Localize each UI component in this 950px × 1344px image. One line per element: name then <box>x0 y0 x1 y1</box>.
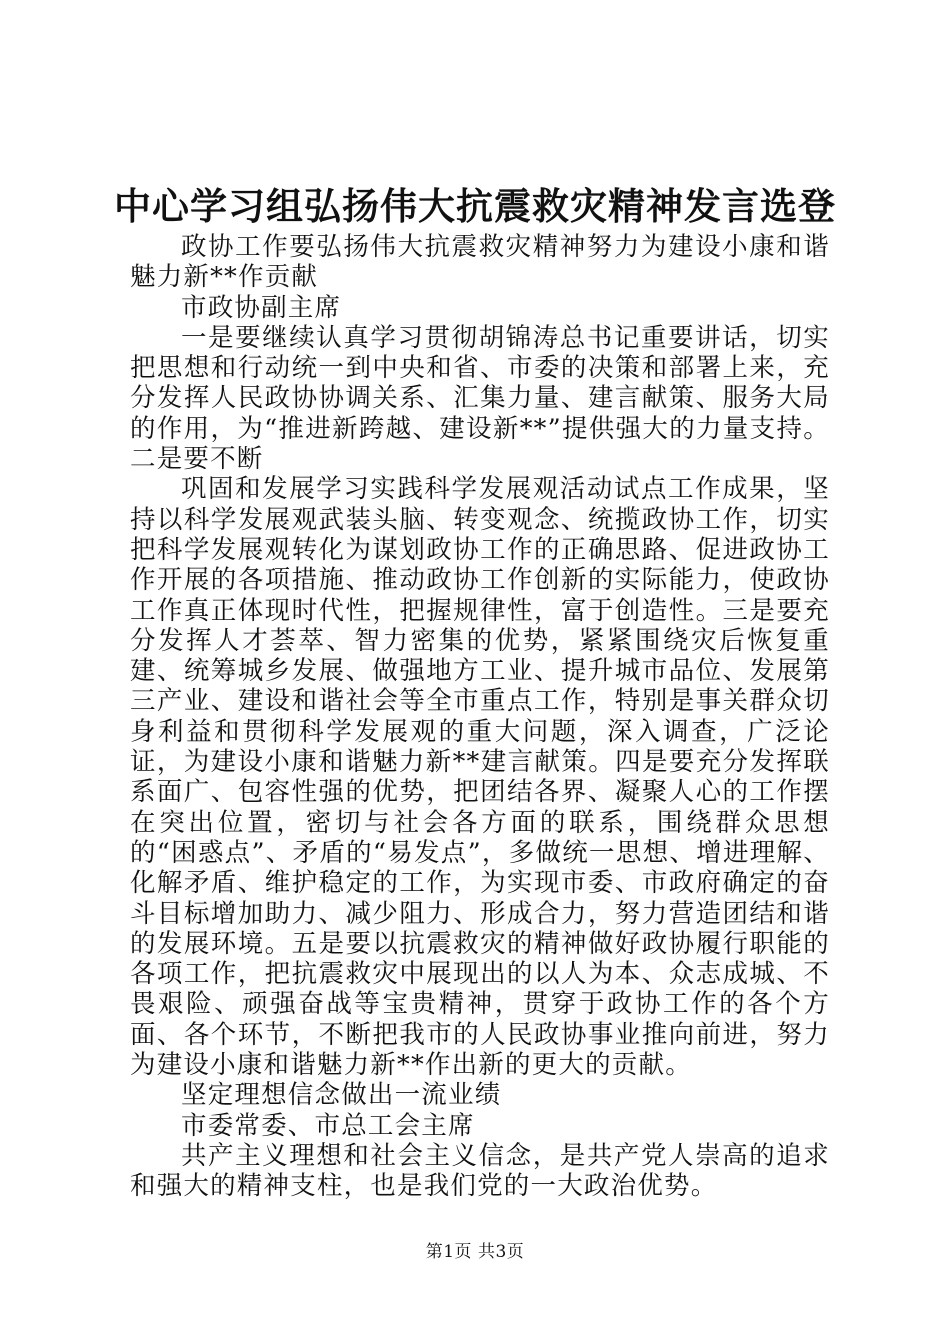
paragraph-speaker-2: 市委常委、市总工会主席 <box>181 1110 475 1141</box>
document-title: 中心学习组弘扬伟大抗震救灾精神发言选登 <box>114 184 836 228</box>
paragraph-body-1: 一是要继续认真学习贯彻胡锦涛总书记重要讲话，切实把思想和行动统一到中央和省、市委的决策和部署上来，充分发挥人民政协协调关系、汇集力量、建言献策、服务大局的作用，为“推进新跨越、建设新**”提供强大的力量支持。二是要不断 <box>130 322 830 475</box>
paragraph-speaker-1: 市政协副主席 <box>181 292 342 323</box>
paragraph-heading-2: 坚定理想信念做出一流业绩 <box>181 1080 502 1111</box>
paragraph-body-3: 共产主义理想和社会主义信念，是共产党人崇高的追求和强大的精神支柱，也是我们党的一大政治优势。 <box>130 1140 830 1202</box>
document-body <box>130 232 830 1202</box>
paragraph-subtitle: 政协工作要弘扬伟大抗震救灾精神努力为建设小康和谐魅力新**作贡献 <box>130 232 830 293</box>
page-footer: 第1页 共3页 <box>425 1242 525 1262</box>
paragraph-body-2: 巩固和发展学习实践科学发展观活动试点工作成果，坚持以科学发展观武装头脑、转变观念、统揽政协工作，切实把科学发展观转化为谋划政协工作的正确思路、促进政协工作开展的各项措施、推动政协工作创新的实际能力，使政协工作真正体现时代性，把握规律性，富于创造性。三是要充分发挥人才荟萃、智力密集的优势，紧紧围绕灾后恢复重建、统筹城乡发展、做强地方工业、提升城市品位、发展第三产业、建设和谐社会等全市重点工作，特别是事关群众切身利益和贯彻科学发展观的重大问题，深入调查，广泛论证，为建设小康和谐魅力新**建言献策。四是要充分发挥联系面广、包容性强的优势，把团结各界、凝聚人心的工作摆在突出位置，密切与社会各方面的联系，围绕群众思想的“困惑点”、矛盾的“易发点”，多做统一思想、增进理解、化解矛盾、维护稳定的工作，为实现市委、市政府确定的奋斗目标增加助力、减少阻力、形成合力，努力营造团结和谐的发展环境。五是要以抗震救灾的精神做好政协履行职能的各项工作，把抗震救灾中展现出的以人为本、众志成城、不畏艰险、顽强奋战等宝贵精神，贯穿于政协工作的各个方面、各个环节，不断把我市的人民政协事业推向前进，努力为建设小康和谐魅力新**作出新的更大的贡献。 <box>130 474 830 1081</box>
